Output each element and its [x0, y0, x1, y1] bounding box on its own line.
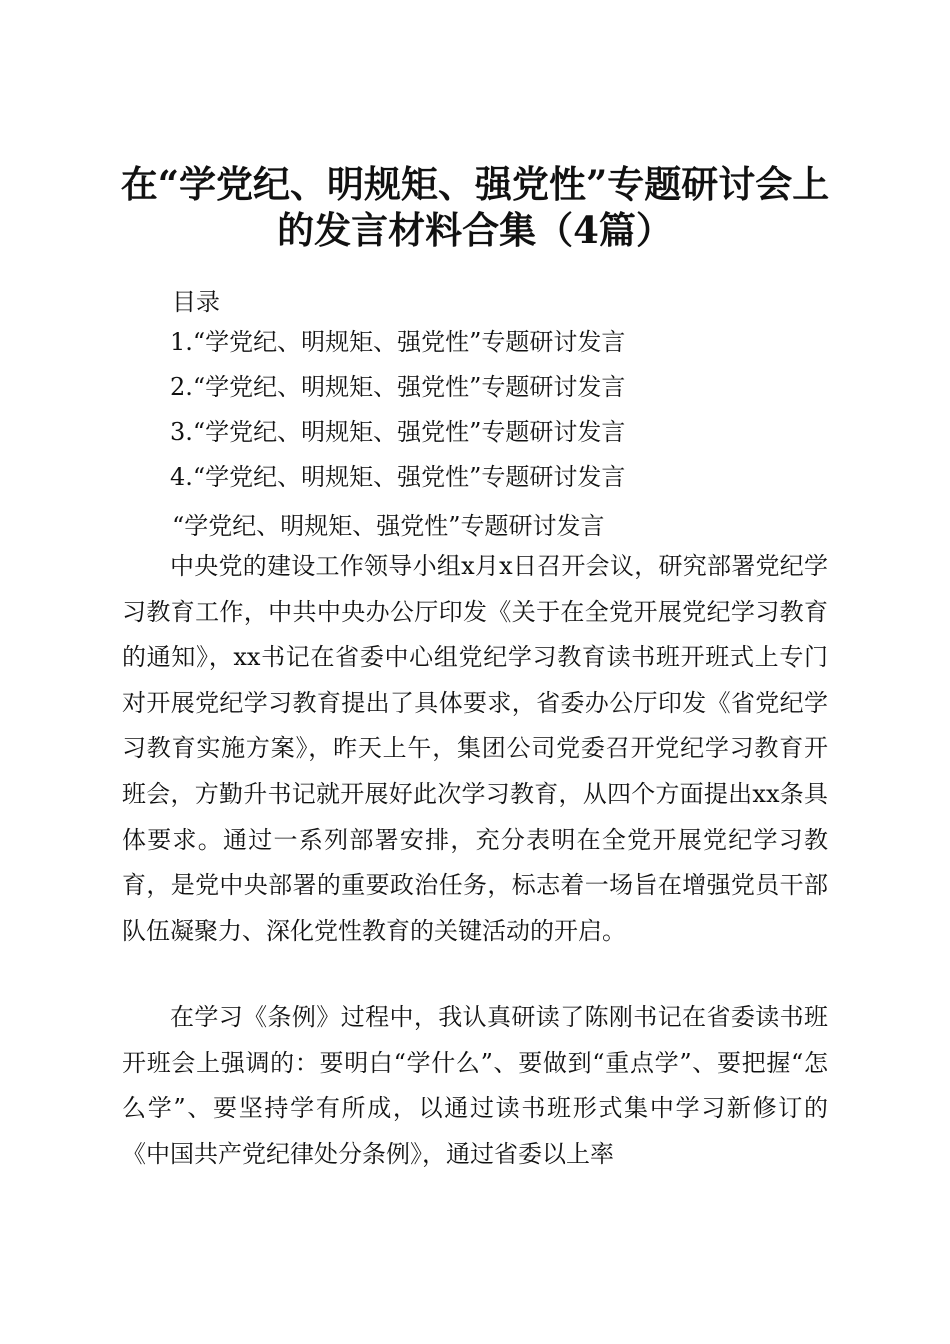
- toc-item: 3.“学党纪、明规矩、强党性”专题研讨发言: [170, 418, 626, 446]
- toc-item: 4.“学党纪、明规矩、强党性”专题研讨发言: [170, 463, 626, 491]
- title-line-1: 在“学党纪、明规矩、强党性”专题研讨会上: [120, 161, 830, 206]
- toc-item: 2.“学党纪、明规矩、强党性”专题研讨发言: [170, 373, 626, 401]
- toc-item: 1.“学党纪、明规矩、强党性”专题研讨发言: [170, 328, 626, 356]
- table-of-contents: [170, 326, 625, 506]
- document-title: [100, 161, 850, 253]
- section-heading: “学党纪、明规矩、强党性”专题研讨发言: [172, 512, 605, 540]
- toc-heading: 目录: [172, 288, 220, 316]
- body-paragraph: 中央党的建设工作领导小组x月x日召开会议，研究部署党纪学习教育工作，中共中央办公厅印发《关于在全党开展党纪学习教育的通知》，xx书记在省委中心组党纪学习教育读书班开班式上专门对开展党纪学习教育提出了具体要求，省委办公厅印发《省党纪学习教育实施方案》，昨天上午，集团公司党委召开党纪学习教育开班会，方勤升书记就开展好此次学习教育，从四个方面提出xx条具体要求。通过一系列部署安排，充分表明在全党开展党纪学习教育，是党中央部署的重要政治任务，标志着一场旨在增强党员干部队伍凝聚力、深化党性教育的关键活动的开启。: [122, 552, 828, 945]
- title-line-2: 的发言材料合集（4篇）: [277, 207, 673, 252]
- body-paragraph: 在学习《条例》过程中，我认真研读了陈刚书记在省委读书班开班会上强调的：要明白“学什么”、要做到“重点学”、要把握“怎么学”、要坚持学有所成，以通过读书班形式集中学习新修订的《中国共产党纪律处分条例》，通过省委以上率: [122, 1003, 828, 1168]
